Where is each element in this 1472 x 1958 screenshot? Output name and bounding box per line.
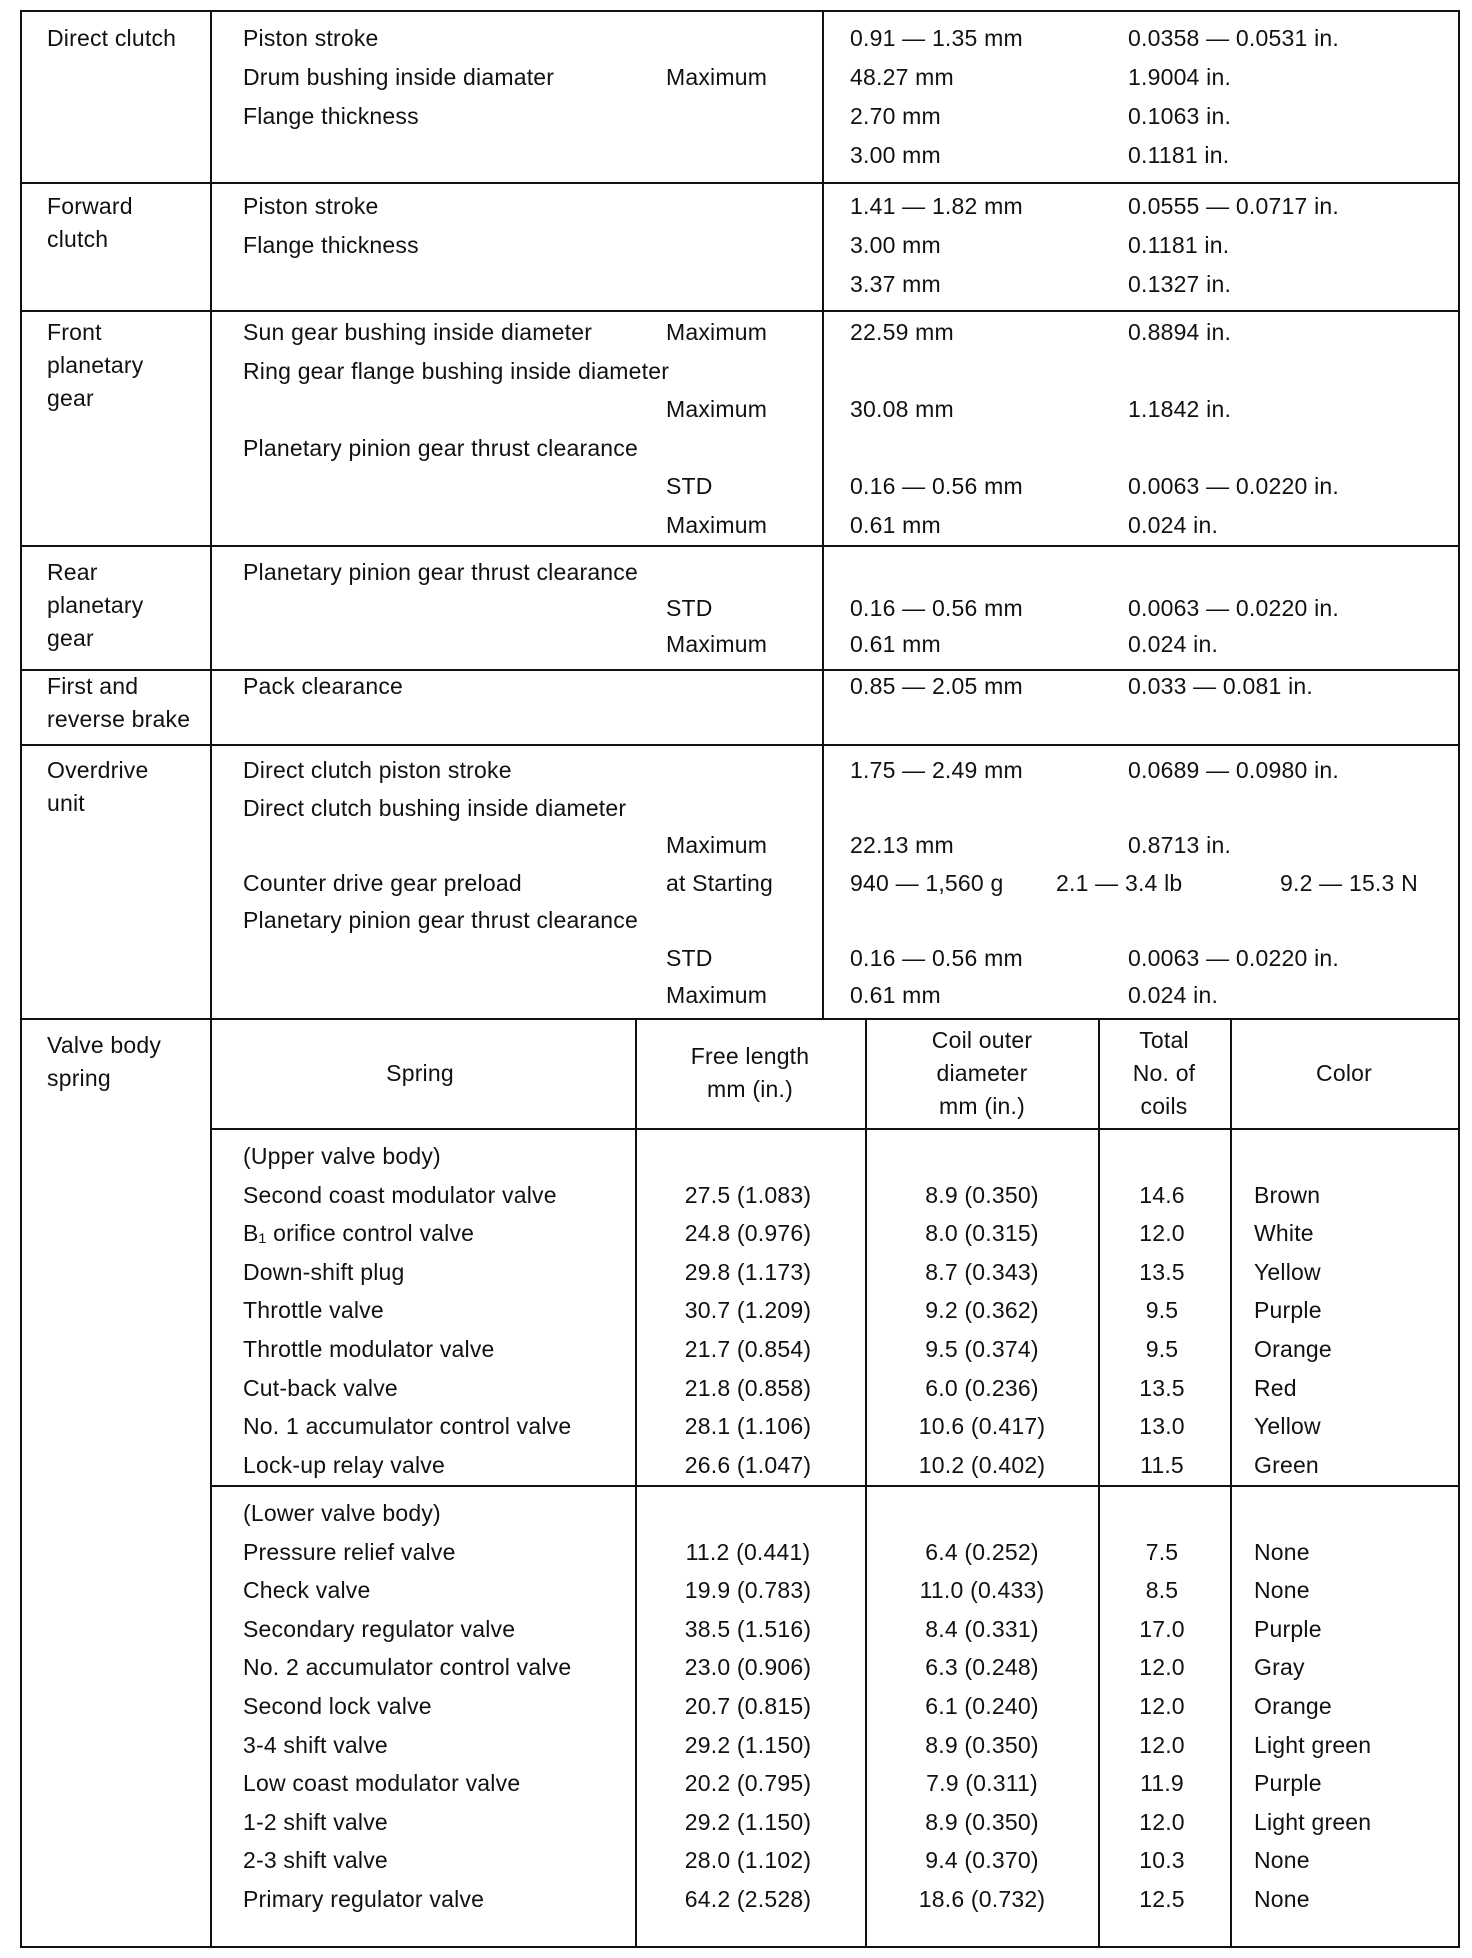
spec-metric-value: 48.27 mm bbox=[850, 64, 954, 90]
spring-free-length: 29.2 (1.150) bbox=[684, 1809, 812, 1835]
spec-metric-value: 0.61 mm bbox=[850, 512, 941, 538]
spec-imperial-value: 0.1181 in. bbox=[1128, 232, 1230, 258]
spec-metric-value: 3.00 mm bbox=[850, 232, 941, 258]
spec-qualifier: Maximum bbox=[666, 64, 768, 90]
spring-column-divider bbox=[1098, 1018, 1100, 1946]
spring-color: Purple bbox=[1254, 1616, 1322, 1642]
spring-free-length: 24.8 (0.976) bbox=[684, 1220, 812, 1246]
spring-coil-count: 12.0 bbox=[1139, 1220, 1185, 1246]
spring-coil-count: 12.0 bbox=[1139, 1654, 1185, 1680]
spring-name: Lock-up relay valve bbox=[243, 1452, 445, 1478]
spec-qualifier: Maximum bbox=[666, 396, 768, 422]
spec-imperial-value: 0.024 in. bbox=[1128, 512, 1219, 538]
spec-item: Planetary pinion gear thrust clearance bbox=[243, 559, 638, 585]
spec-metric-value: 1.75 — 2.49 mm bbox=[850, 757, 1023, 783]
section-divider bbox=[20, 182, 1460, 184]
spring-name: No. 1 accumulator control valve bbox=[243, 1413, 572, 1439]
spring-free-length: 20.7 (0.815) bbox=[684, 1693, 812, 1719]
value-column-divider bbox=[822, 10, 824, 1018]
spring-name: Pressure relief valve bbox=[243, 1539, 456, 1565]
spring-column-header: No. of bbox=[1132, 1060, 1196, 1086]
spring-coil-diameter: 10.2 (0.402) bbox=[918, 1452, 1046, 1478]
spec-metric-value: 0.61 mm bbox=[850, 631, 941, 657]
spring-coil-diameter: 8.9 (0.350) bbox=[925, 1732, 1039, 1758]
spring-coil-count: 9.5 bbox=[1145, 1297, 1179, 1323]
spec-item: Piston stroke bbox=[243, 25, 379, 51]
section-title: Valve body bbox=[47, 1032, 162, 1058]
spring-name: No. 2 accumulator control valve bbox=[243, 1654, 572, 1680]
spec-metric-value: 0.85 — 2.05 mm bbox=[850, 673, 1023, 699]
table-border-left bbox=[20, 10, 22, 1948]
spring-free-length: 38.5 (1.516) bbox=[684, 1616, 812, 1642]
spring-coil-count: 13.0 bbox=[1139, 1413, 1185, 1439]
spec-metric-value: 3.37 mm bbox=[850, 271, 941, 297]
spring-color: Orange bbox=[1254, 1693, 1332, 1719]
spec-imperial-value: 0.024 in. bbox=[1128, 631, 1219, 657]
spring-coil-count: 10.3 bbox=[1139, 1847, 1185, 1873]
spring-free-length: 29.8 (1.173) bbox=[684, 1259, 812, 1285]
spring-column-divider bbox=[1230, 1018, 1232, 1946]
spec-qualifier: Maximum bbox=[666, 512, 768, 538]
spring-coil-count: 7.5 bbox=[1145, 1539, 1179, 1565]
spring-coil-diameter: 10.6 (0.417) bbox=[918, 1413, 1046, 1439]
spring-coil-diameter: 6.0 (0.236) bbox=[925, 1375, 1039, 1401]
spring-coil-count: 11.9 bbox=[1140, 1770, 1184, 1796]
spring-coil-count: 12.0 bbox=[1139, 1693, 1185, 1719]
section-divider bbox=[20, 545, 1460, 547]
spring-coil-diameter: 8.4 (0.331) bbox=[925, 1616, 1039, 1642]
spec-item: Drum bushing inside diamater bbox=[243, 64, 555, 90]
spec-imperial-value: 0.033 — 0.081 in. bbox=[1128, 673, 1313, 699]
spec-qualifier: Maximum bbox=[666, 319, 768, 345]
spec-item: Planetary pinion gear thrust clearance bbox=[243, 435, 638, 461]
spring-coil-diameter: 6.4 (0.252) bbox=[925, 1539, 1039, 1565]
spring-color: Green bbox=[1254, 1452, 1319, 1478]
spring-coil-count: 14.6 bbox=[1139, 1182, 1185, 1208]
spring-color: Purple bbox=[1254, 1297, 1322, 1323]
section-title: clutch bbox=[47, 226, 109, 252]
spring-color: White bbox=[1254, 1220, 1314, 1246]
spring-free-length: 20.2 (0.795) bbox=[684, 1770, 812, 1796]
section-title: Rear bbox=[47, 559, 98, 585]
spring-color: Gray bbox=[1254, 1654, 1305, 1680]
spring-color: None bbox=[1254, 1886, 1310, 1912]
spring-color: Yellow bbox=[1254, 1413, 1321, 1439]
spring-column-header: Spring bbox=[386, 1060, 454, 1086]
spring-free-length: 28.1 (1.106) bbox=[684, 1413, 812, 1439]
spring-free-length: 23.0 (0.906) bbox=[684, 1654, 812, 1680]
spec-imperial-value: 0.8713 in. bbox=[1128, 832, 1232, 858]
spec-metric-value: 0.16 — 0.56 mm bbox=[850, 945, 1023, 971]
spring-color: Red bbox=[1254, 1375, 1297, 1401]
spring-name: Cut-back valve bbox=[243, 1375, 398, 1401]
spring-coil-diameter: 7.9 (0.311) bbox=[926, 1770, 1038, 1796]
spring-name: Primary regulator valve bbox=[243, 1886, 485, 1912]
spec-imperial-value: 0.0555 — 0.0717 in. bbox=[1128, 193, 1339, 219]
section-title: unit bbox=[47, 790, 85, 816]
spring-name: Second lock valve bbox=[243, 1693, 432, 1719]
section-title-divider bbox=[210, 10, 212, 1948]
spec-imperial-value: 0.8894 in. bbox=[1128, 319, 1232, 345]
spec-metric-value: 1.41 — 1.82 mm bbox=[850, 193, 1023, 219]
spec-qualifier: Maximum bbox=[666, 631, 768, 657]
spec-metric-value: 2.70 mm bbox=[850, 103, 941, 129]
spring-color: Orange bbox=[1254, 1336, 1332, 1362]
spec-metric-value: 0.61 mm bbox=[850, 982, 941, 1008]
spec-item: Sun gear bushing inside diameter bbox=[243, 319, 593, 345]
spring-group-label: (Lower valve body) bbox=[243, 1500, 441, 1526]
spring-column-header: Free length bbox=[690, 1043, 810, 1069]
spec-item: Direct clutch piston stroke bbox=[243, 757, 512, 783]
section-title: Forward bbox=[47, 193, 133, 219]
spring-name: Down-shift plug bbox=[243, 1259, 405, 1285]
spring-column-divider bbox=[635, 1018, 637, 1946]
spec-item: Flange thickness bbox=[243, 232, 419, 258]
spring-coil-diameter: 6.3 (0.248) bbox=[925, 1654, 1039, 1680]
spring-free-length: 21.8 (0.858) bbox=[684, 1375, 812, 1401]
spec-imperial-value: 0.0063 — 0.0220 in. bbox=[1128, 595, 1339, 621]
spring-name: Low coast modulator valve bbox=[243, 1770, 521, 1796]
spring-color: Yellow bbox=[1254, 1259, 1321, 1285]
spring-coil-diameter: 6.1 (0.240) bbox=[925, 1693, 1039, 1719]
spring-column-header: Coil outer bbox=[931, 1027, 1033, 1053]
spring-coil-diameter: 9.5 (0.374) bbox=[925, 1336, 1039, 1362]
spec-imperial-value: 2.1 — 3.4 lb bbox=[1056, 870, 1183, 896]
spring-color: Light green bbox=[1254, 1732, 1372, 1758]
spring-free-length: 19.9 (0.783) bbox=[684, 1577, 812, 1603]
spec-imperial-value: 0.0063 — 0.0220 in. bbox=[1128, 945, 1339, 971]
spring-column-header: coils bbox=[1140, 1093, 1188, 1119]
spring-name: 3-4 shift valve bbox=[243, 1732, 388, 1758]
spec-metric-value: 22.13 mm bbox=[850, 832, 954, 858]
spring-column-header: mm (in.) bbox=[939, 1093, 1025, 1119]
spring-coil-diameter: 18.6 (0.732) bbox=[918, 1886, 1046, 1912]
spec-qualifier: Maximum bbox=[666, 832, 768, 858]
spec-imperial-value: 0.0358 — 0.0531 in. bbox=[1128, 25, 1339, 51]
spec-metric-value: 0.16 — 0.56 mm bbox=[850, 473, 1023, 499]
spring-coil-diameter: 8.7 (0.343) bbox=[925, 1259, 1039, 1285]
spring-coil-diameter: 9.2 (0.362) bbox=[925, 1297, 1039, 1323]
spec-imperial-value: 0.0063 — 0.0220 in. bbox=[1128, 473, 1339, 499]
spring-coil-count: 13.5 bbox=[1139, 1375, 1185, 1401]
spec-newton-value: 9.2 — 15.3 N bbox=[1280, 870, 1418, 896]
section-title: spring bbox=[47, 1065, 111, 1091]
spec-imperial-value: 1.1842 in. bbox=[1128, 396, 1232, 422]
spring-name: 2-3 shift valve bbox=[243, 1847, 388, 1873]
spec-item: Pack clearance bbox=[243, 673, 404, 699]
spring-free-length: 21.7 (0.854) bbox=[684, 1336, 812, 1362]
spring-name: B₁ orifice control valve bbox=[243, 1220, 475, 1246]
spring-color: Purple bbox=[1254, 1770, 1322, 1796]
spring-name: Second coast modulator valve bbox=[243, 1182, 557, 1208]
spec-qualifier: at Starting bbox=[666, 870, 774, 896]
section-divider bbox=[20, 310, 1460, 312]
spring-color: None bbox=[1254, 1539, 1310, 1565]
spring-free-length: 30.7 (1.209) bbox=[684, 1297, 812, 1323]
section-title: First and bbox=[47, 673, 139, 699]
spring-name: 1-2 shift valve bbox=[243, 1809, 388, 1835]
spring-name: Throttle modulator valve bbox=[243, 1336, 495, 1362]
spec-qualifier: STD bbox=[666, 595, 713, 621]
spec-metric-value: 22.59 mm bbox=[850, 319, 954, 345]
spring-column-header: Total bbox=[1139, 1027, 1189, 1053]
spring-free-length: 26.6 (1.047) bbox=[684, 1452, 812, 1478]
spec-item: Ring gear flange bushing inside diameter bbox=[243, 358, 670, 384]
spec-metric-value: 0.16 — 0.56 mm bbox=[850, 595, 1023, 621]
spec-metric-value: 0.91 — 1.35 mm bbox=[850, 25, 1023, 51]
spring-column-header: Color bbox=[1316, 1060, 1372, 1086]
section-divider bbox=[20, 669, 1460, 671]
section-title: Front bbox=[47, 319, 102, 345]
spring-free-length: 29.2 (1.150) bbox=[684, 1732, 812, 1758]
spec-imperial-value: 0.0689 — 0.0980 in. bbox=[1128, 757, 1339, 783]
spring-color: Brown bbox=[1254, 1182, 1321, 1208]
table-border-bottom bbox=[20, 1946, 1460, 1948]
spring-free-length: 64.2 (2.528) bbox=[684, 1886, 812, 1912]
spec-imperial-value: 0.1181 in. bbox=[1128, 142, 1230, 168]
section-title: Direct clutch bbox=[47, 25, 177, 51]
spring-coil-count: 9.5 bbox=[1145, 1336, 1179, 1362]
spec-qualifier: STD bbox=[666, 945, 713, 971]
spring-coil-diameter: 9.4 (0.370) bbox=[925, 1847, 1039, 1873]
spec-metric-value: 30.08 mm bbox=[850, 396, 954, 422]
spring-group-label: (Upper valve body) bbox=[243, 1143, 441, 1169]
section-divider bbox=[20, 1018, 1460, 1020]
spring-coil-count: 12.0 bbox=[1139, 1732, 1185, 1758]
spring-coil-count: 12.5 bbox=[1139, 1886, 1185, 1912]
section-divider bbox=[20, 744, 1460, 746]
spring-coil-count: 13.5 bbox=[1139, 1259, 1185, 1285]
table-border-top bbox=[20, 10, 1460, 12]
spring-free-length: 11.2 (0.441) bbox=[685, 1539, 811, 1565]
spec-qualifier: STD bbox=[666, 473, 713, 499]
section-title: Overdrive bbox=[47, 757, 149, 783]
section-title: gear bbox=[47, 625, 94, 651]
spec-item: Direct clutch bushing inside diameter bbox=[243, 795, 627, 821]
spec-imperial-value: 1.9004 in. bbox=[1128, 64, 1232, 90]
spring-coil-diameter: 8.0 (0.315) bbox=[925, 1220, 1039, 1246]
spec-item: Piston stroke bbox=[243, 193, 379, 219]
spring-coil-count: 17.0 bbox=[1139, 1616, 1185, 1642]
spring-coil-diameter: 11.0 (0.433) bbox=[919, 1577, 1045, 1603]
section-title: gear bbox=[47, 385, 94, 411]
spec-metric-value: 3.00 mm bbox=[850, 142, 941, 168]
spec-imperial-value: 0.024 in. bbox=[1128, 982, 1219, 1008]
spring-color: None bbox=[1254, 1847, 1310, 1873]
spring-column-header: mm (in.) bbox=[707, 1076, 793, 1102]
spring-color: None bbox=[1254, 1577, 1310, 1603]
spring-coil-diameter: 8.9 (0.350) bbox=[925, 1809, 1039, 1835]
table-border-right bbox=[1458, 10, 1460, 1948]
section-title: reverse brake bbox=[47, 706, 191, 732]
section-title: planetary bbox=[47, 592, 144, 618]
spring-group-divider bbox=[210, 1485, 1460, 1487]
spring-column-divider bbox=[865, 1018, 867, 1946]
spec-item: Counter drive gear preload bbox=[243, 870, 522, 896]
spring-name: Check valve bbox=[243, 1577, 371, 1603]
spring-color: Light green bbox=[1254, 1809, 1372, 1835]
spec-item: Flange thickness bbox=[243, 103, 419, 129]
spec-imperial-value: 0.1327 in. bbox=[1128, 271, 1232, 297]
spring-header-rule bbox=[210, 1128, 1460, 1130]
spring-free-length: 27.5 (1.083) bbox=[684, 1182, 812, 1208]
spec-imperial-value: 0.1063 in. bbox=[1128, 103, 1232, 129]
spec-qualifier: Maximum bbox=[666, 982, 768, 1008]
spec-item: Planetary pinion gear thrust clearance bbox=[243, 907, 638, 933]
spring-coil-count: 12.0 bbox=[1139, 1809, 1185, 1835]
spring-name: Secondary regulator valve bbox=[243, 1616, 516, 1642]
spring-column-header: diameter bbox=[936, 1060, 1028, 1086]
spec-metric-value: 940 — 1,560 g bbox=[850, 870, 1004, 896]
spring-coil-count: 11.5 bbox=[1140, 1452, 1184, 1478]
spring-coil-diameter: 8.9 (0.350) bbox=[925, 1182, 1039, 1208]
spring-free-length: 28.0 (1.102) bbox=[684, 1847, 812, 1873]
section-title: planetary bbox=[47, 352, 144, 378]
spring-name: Throttle valve bbox=[243, 1297, 384, 1323]
spring-coil-count: 8.5 bbox=[1145, 1577, 1179, 1603]
